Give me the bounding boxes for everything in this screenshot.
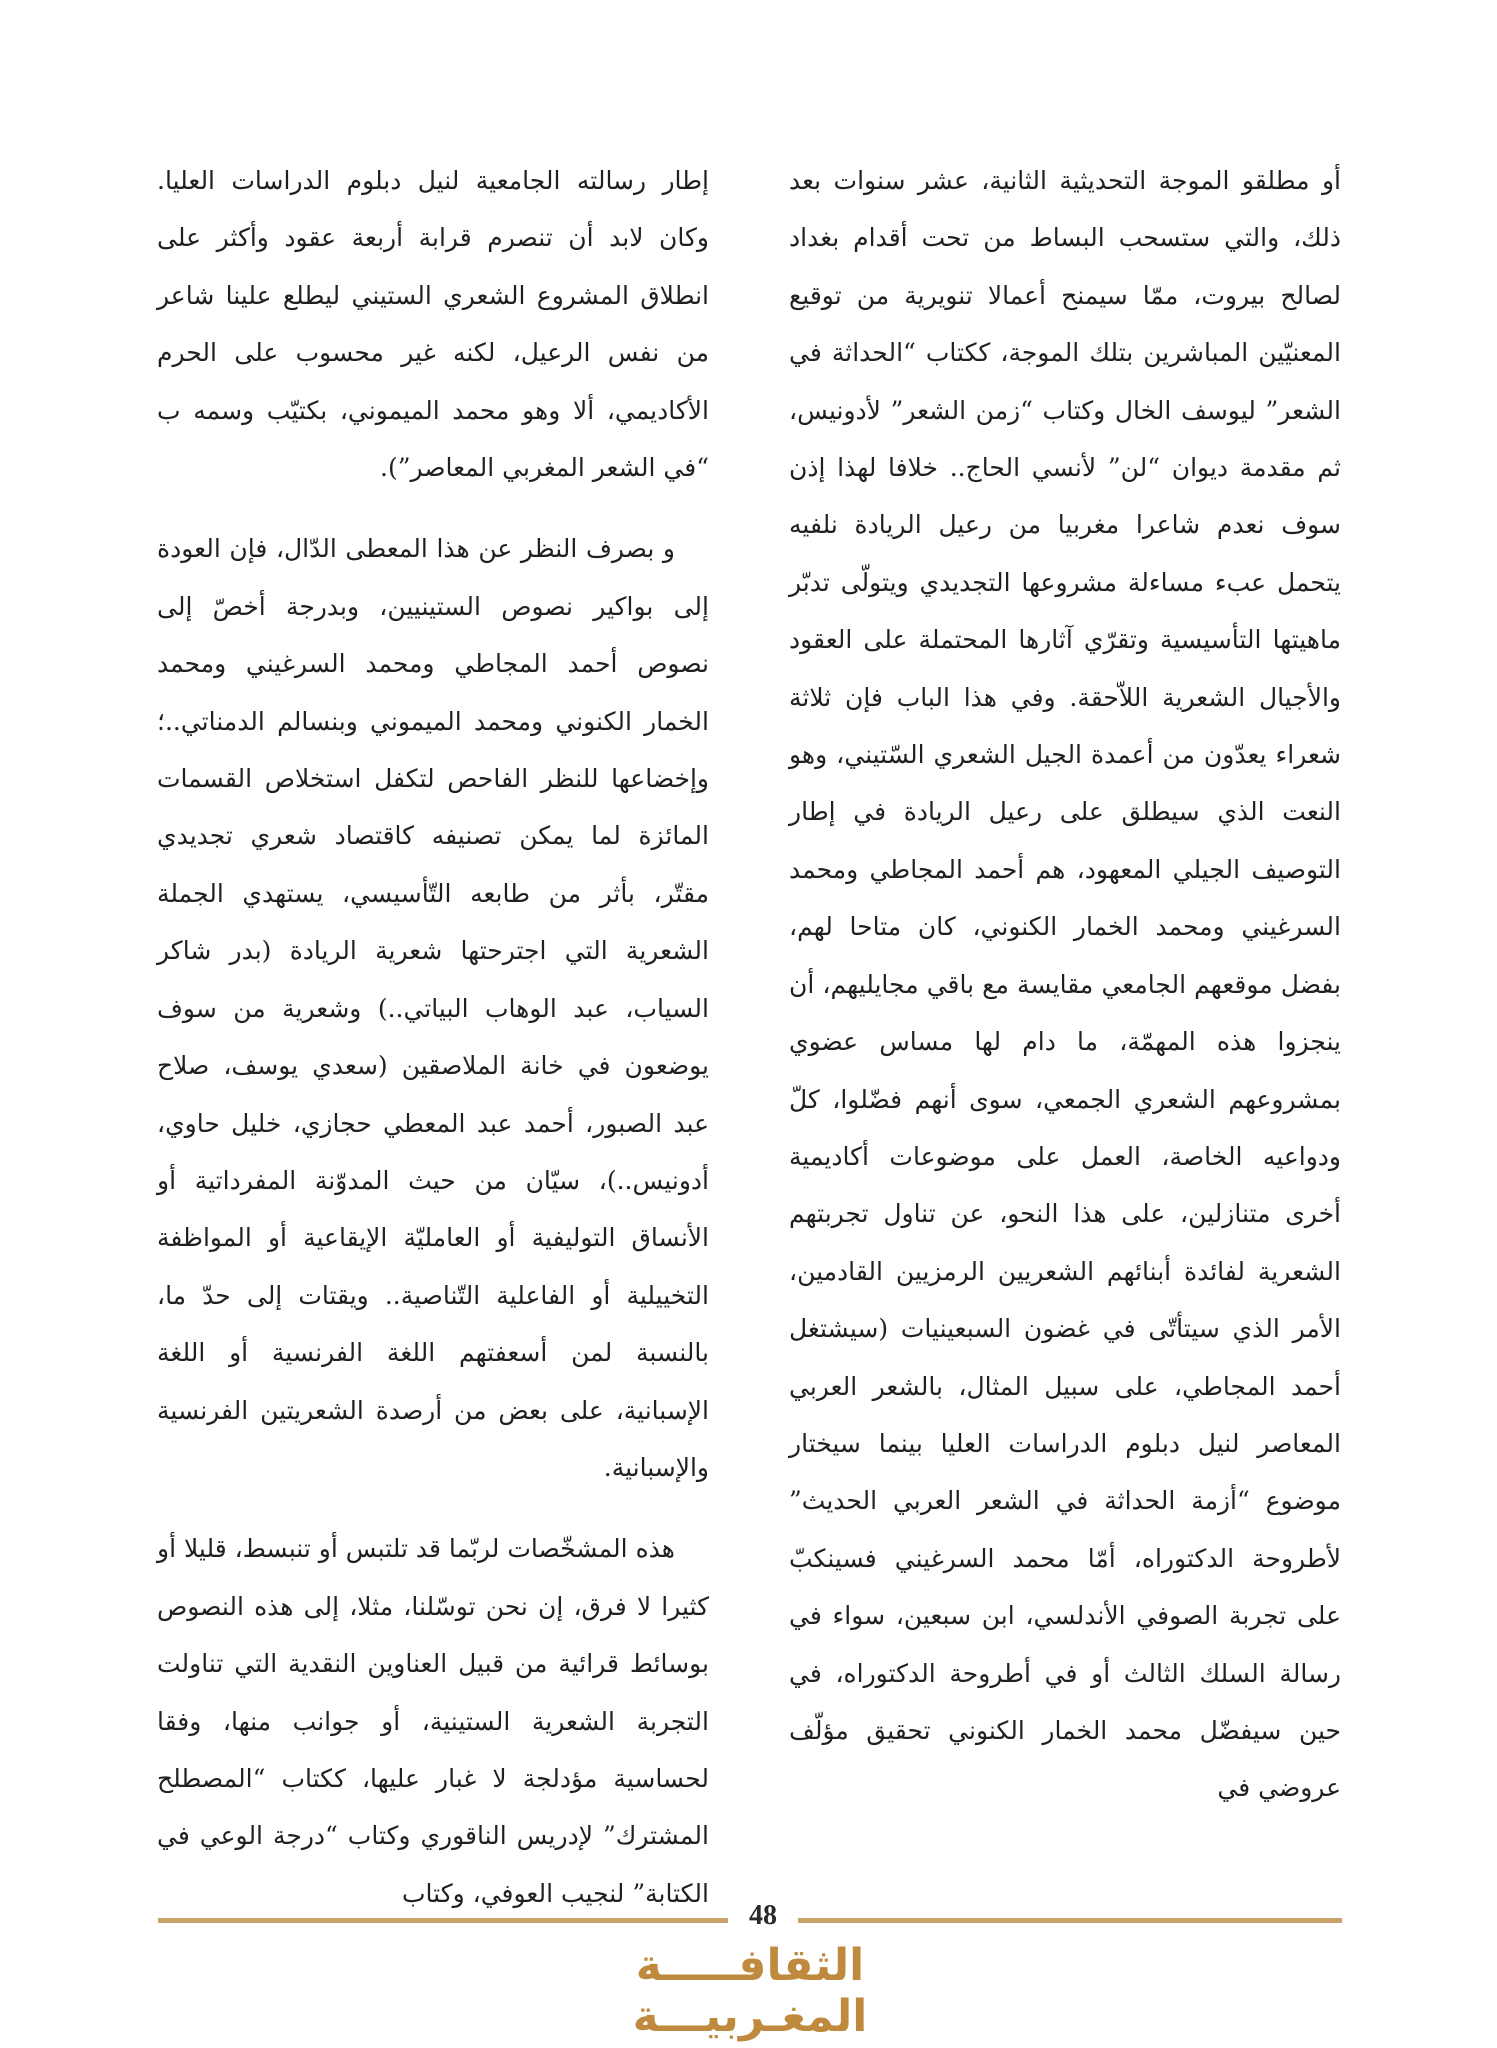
paragraph: إطار رسالته الجامعية لنيل دبلوم الدراسات العليا. وكان لابد أن تنصرم قرابة أربعة عقود وأكثر على انطلاق المشروع الشعري الستيني ليطلع علينا شاعر من نفس الرعيل، لكنه غير محسوب على الحرم الأكاديمي، ألا وهو محمد الميموني، بكتيّب وسمه ب “في الشعر المغربي المعاصر”). xyxy=(157,166,709,483)
paragraph: أو مطلقو الموجة التحديثية الثانية، عشر سنوات بعد ذلك، والتي ستسحب البساط من تحت أقدام بغداد لصالح بيروت، ممّا سيمنح أعمالا تنويرية من توقيع المعنيّين المباشرين بتلك الموجة، ككتاب “الحداثة في الشعر” ليوسف الخال وكتاب “زمن الشعر” لأدونيس، ثم مقدمة ديوان “لن” لأنسي الحاج.. خلافا لهذا إذن سوف نعدم شاعرا مغربيا من رعيل الريادة نلفيه يتحمل عبء مساءلة مشروعها التجديدي ويتولّى تدبّر ماهيتها التأسيسية وتقرّي آثارها المحتملة على العقود والأجيال الشعرية اللاّحقة. وفي هذا الباب فإن ثلاثة شعراء يعدّون من أعمدة الجيل الشعري السّتيني، وهو النعت الذي سيطلق على رعيل الريادة في إطار التوصيف الجيلي المعهود، هم أحمد المجاطي ومحمد السرغيني ومحمد الخمار الكنوني، كان متاحا لهم، بفضل موقعهم الجامعي مقايسة مع باقي مجايليهم، أن ينجزوا هذه المهمّة، ما دام لها مساس عضوي بمشروعهم الشعري الجمعي، سوى أنهم فضّلوا، كلّ ودواعيه الخاصة، العمل على موضوعات أكاديمية أخرى متنازلين، على هذا النحو، عن تناول تجربتهم الشعرية لفائدة أبنائهم الشعريين الرمزيين القادمين، الأمر الذي سيتأتّى في غضون السبعينيات (سيشتغل أحمد المجاطي، على سبيل المثال، بالشعر العربي المعاصر لنيل دبلوم الدراسات العليا بينما سيختار موضوع “أزمة الحداثة في الشعر العربي الحديث” لأطروحة الدكتوراه، أمّا محمد السرغيني فسينكبّ على تجربة الصوفي الأندلسي، ابن سبعين، سواء في رسالة السلك الثالث أو في أطروحة الدكتوراه، في حين سيفضّل محمد الخمار الكنوني تحقيق مؤلّف عروضي في xyxy=(789,166,1341,1803)
magazine-name-logo: الثقافـــــة المغـربيـــة xyxy=(632,1940,868,2042)
article-column-left xyxy=(157,152,709,1922)
page-number: 48 xyxy=(749,1900,777,1931)
footer-divider-right xyxy=(798,1918,1342,1923)
paragraph: هذه المشخّصات لربّما قد تلتبس أو تنبسط، قليلا أو كثيرا لا فرق، إن نحن توسّلنا، مثلا، إلى هذه النصوص بوسائط قرائية من قبيل العناوين النقدية التي تناولت التجربة الشعرية الستينية، أو جوانب منها، وفقا لحساسية مؤدلجة لا غبار عليها، ككتاب “المصطلح المشترك” لإدريس الناقوري وكتاب “درجة الوعي في الكتابة” لنجيب العوفي، وكتاب xyxy=(157,1534,709,1908)
footer-divider-left xyxy=(158,1918,728,1923)
article-column-right xyxy=(789,152,1341,1817)
paragraph: و بصرف النظر عن هذا المعطى الدّال، فإن العودة إلى بواكير نصوص الستينيين، وبدرجة أخصّ إلى نصوص أحمد المجاطي ومحمد السرغيني ومحمد الخمار الكنوني ومحمد الميموني وبنسالم الدمناتي..؛ وإخضاعها للنظر الفاحص لتكفل استخلاص القسمات المائزة لما يمكن تصنيفه كاقتصاد شعري تجديدي مقتّر، بأثر من طابعه التّأسيسي، يستهدي الجملة الشعرية التي اجترحتها شعرية الريادة (بدر شاكر السياب، عبد الوهاب البياتي..) وشعرية من سوف يوضعون في خانة الملاصقين (سعدي يوسف، صلاح عبد الصبور، أحمد عبد المعطي حجازي، خليل حاوي، أدونيس..)، سيّان من حيث المدوّنة المفرداتية أو الأنساق التوليفية أو العامليّة الإيقاعية أو المواظفة التخييلية أو الفاعلية التّناصية.. ويقتات إلى حدّ ما، بالنسبة لمن أسعفتهم اللغة الفرنسية أو اللغة الإسبانية، على بعض من أرصدة الشعريتين الفرنسية والإسبانية. xyxy=(157,534,709,1482)
